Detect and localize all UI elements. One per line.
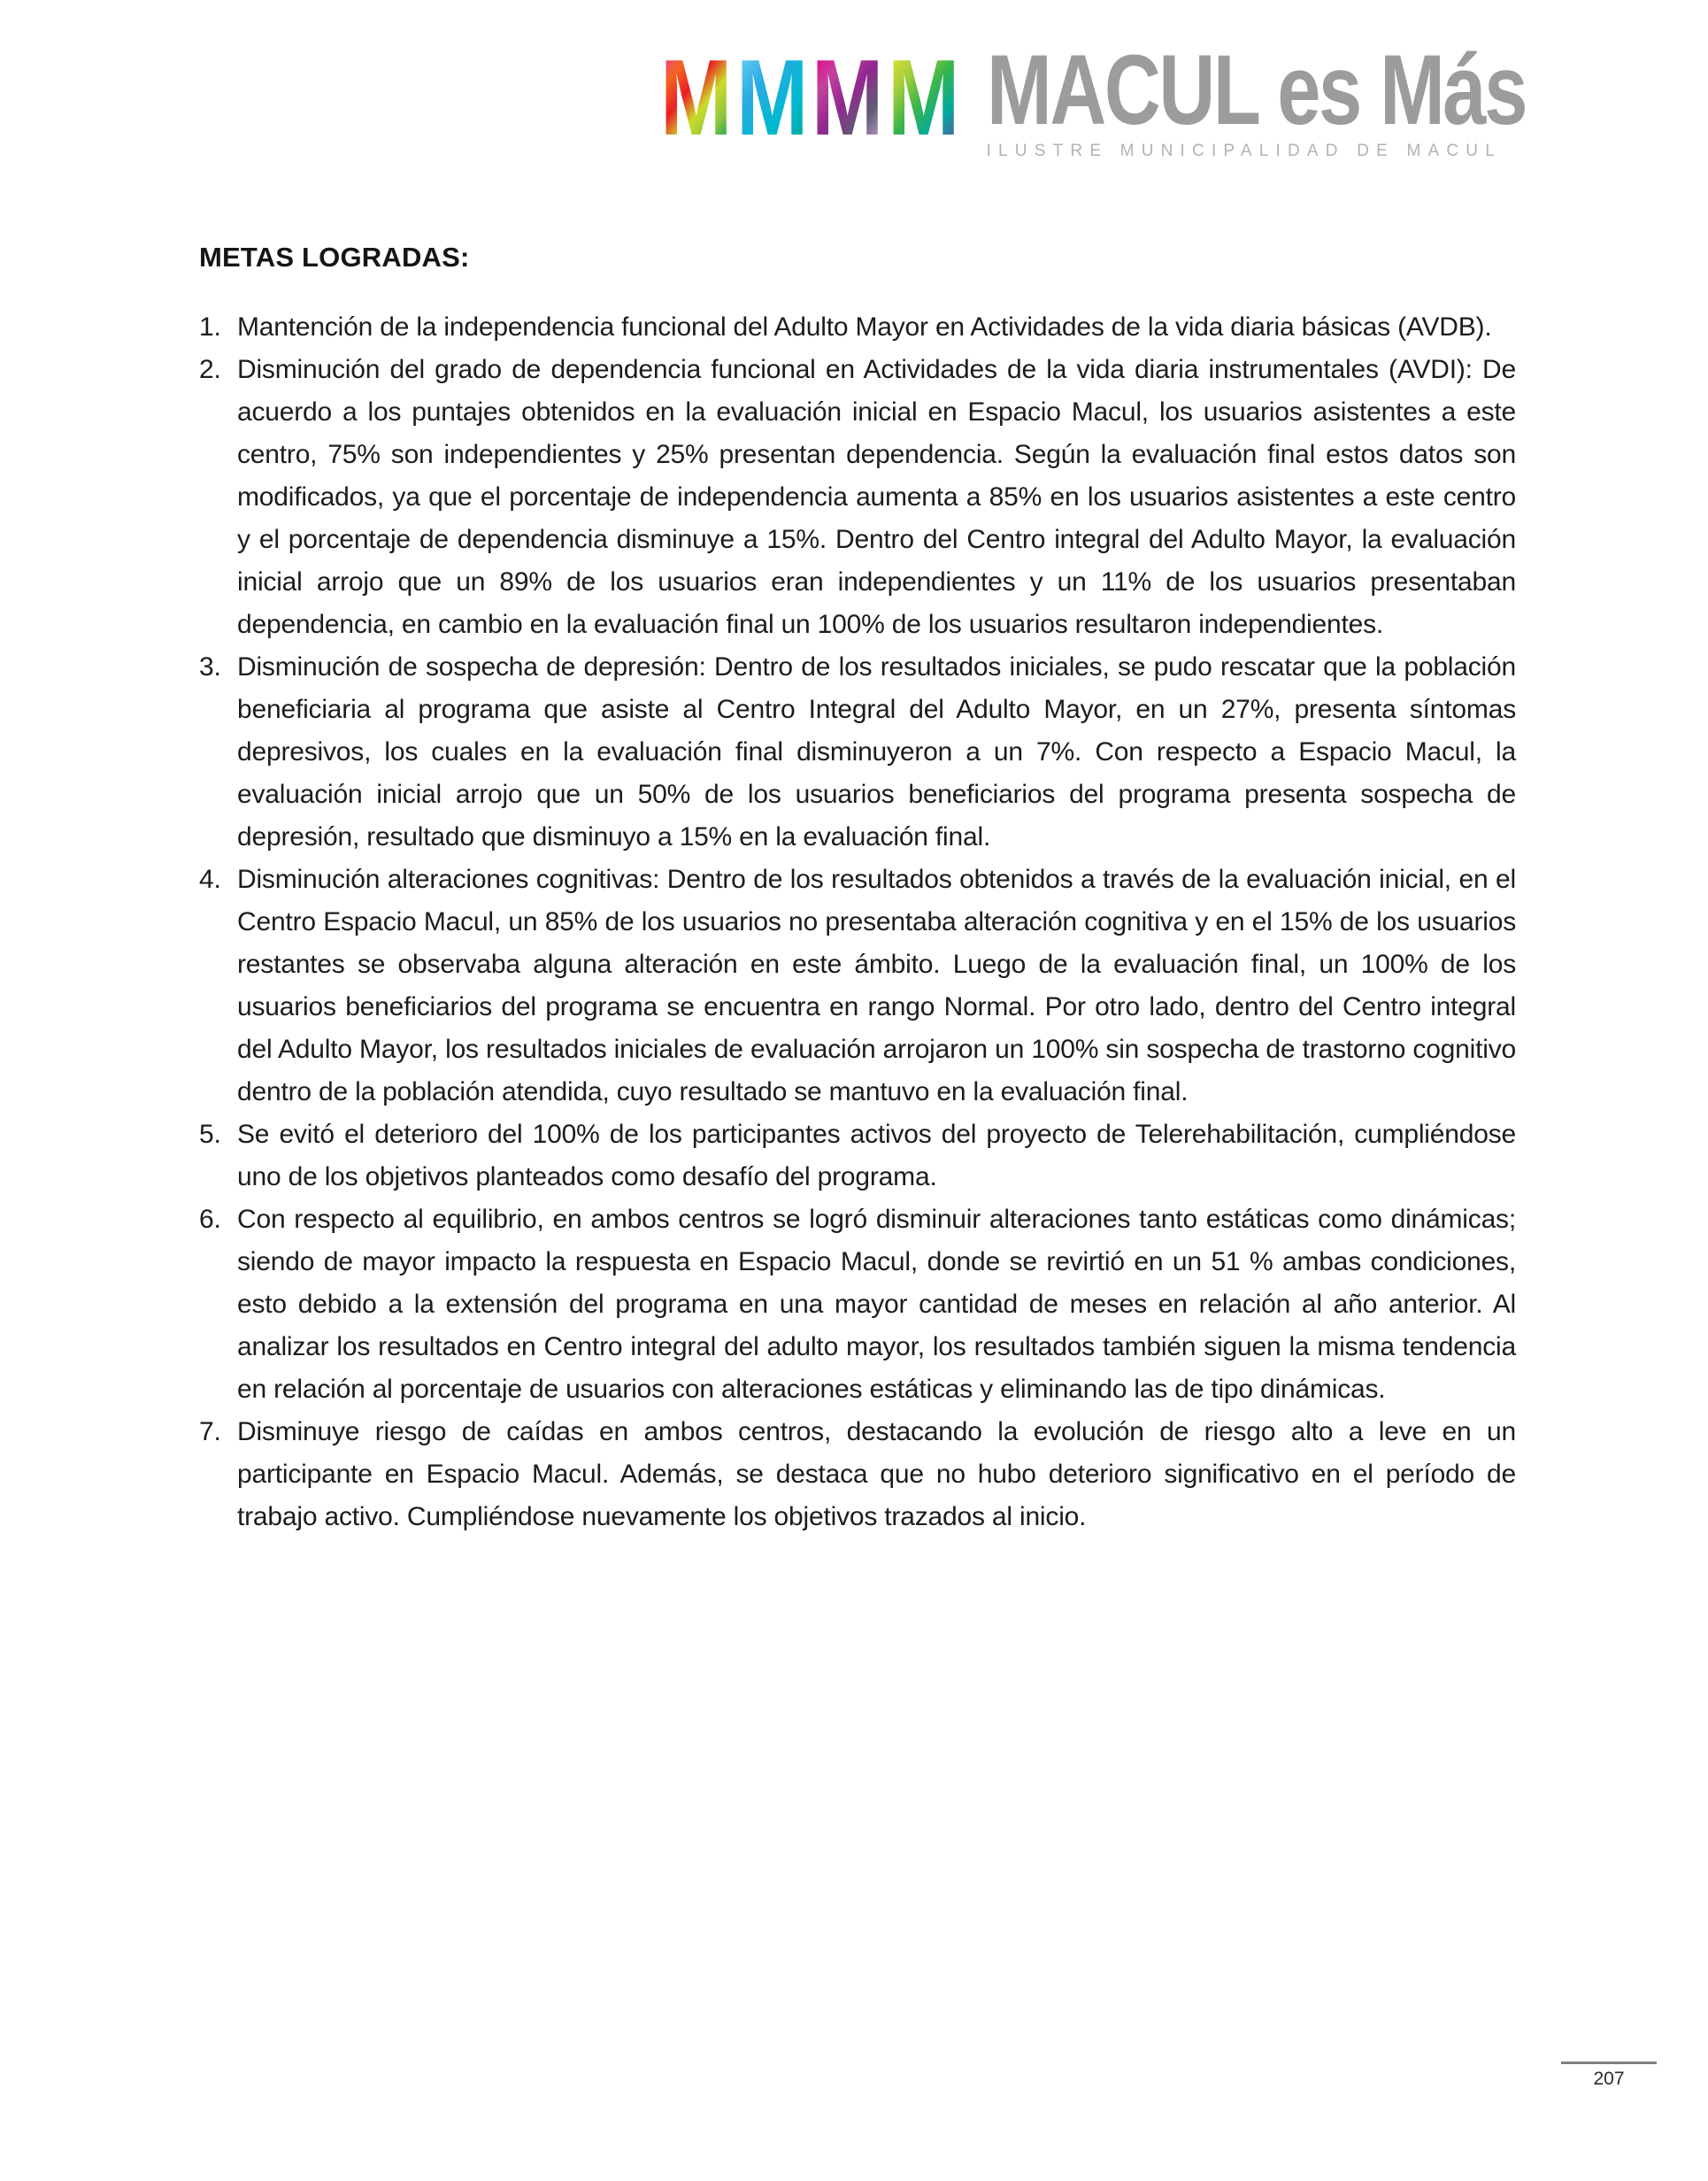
goal-item-6: Con respecto al equilibrio, en ambos centros se logró disminuir alteraciones tanto estáticas como dinámicas; siendo de mayor impacto la respuesta en Espacio Macul, donde se revirtió en un 51 % ambas condiciones, esto debido a la extensión del programa en una mayor cantidad de meses en relación al año anterior. Al analizar los resultados en Centro integral del adulto mayor, los resultados también siguen la misma tendencia en relación al porcentaje de usuarios con alteraciones estáticas y eliminando las de tipo dinámicas. xyxy=(237,1205,1516,1404)
logo-m4-icon: M xyxy=(887,37,960,158)
logo-m3-icon: M xyxy=(812,37,884,158)
logo-m2-icon: M xyxy=(735,37,808,158)
goal-item-5: Se evitó el deterioro del 100% de los participantes activos del proyecto de Telerehabilitación, cumpliéndose uno de los objetivos planteados como desafío del programa. xyxy=(237,1120,1516,1191)
page-number: 207 xyxy=(1593,2069,1625,2089)
footer-divider xyxy=(1561,2062,1657,2064)
goal-item-2: Disminución del grado de dependencia funcional en Actividades de la vida diaria instrumentales (AVDI): De acuerdo a los puntajes obtenidos en la evaluación inicial en Espacio Macul, los usuarios asistentes a este centro, 75% son independientes y 25% presentan dependencia. Según la evaluación final estos datos son modificados, ya que el porcentaje de independencia aumenta a 85% en los usuarios asistentes a este centro y el porcentaje de dependencia disminuye a 15%. Dentro del Centro integral del Adulto Mayor, la evaluación inicial arrojo que un 89% de los usuarios eran independientes y un 11% de los usuarios presentaban dependencia, en cambio en la evaluación final un 100% de los usuarios resultaron independientes. xyxy=(237,355,1516,639)
goal-item-1: Mantención de la independencia funcional del Adulto Mayor en Actividades de la vida diaria básicas (AVDB). xyxy=(237,312,1492,342)
document-body xyxy=(199,241,1516,1538)
brand-title: MACUL es Más xyxy=(986,35,1526,145)
logo-text xyxy=(986,35,1669,161)
page-title: METAS LOGRADAS: xyxy=(199,242,470,273)
goals-list xyxy=(199,306,1516,1538)
logo-mmmm-icon xyxy=(660,37,964,158)
goal-item-4: Disminución alteraciones cognitivas: Dentro de los resultados obtenidos a través de la evaluación inicial, en el Centro Espacio Macul, un 85% de los usuarios no presentaba alteración cognitiva y en el 15% de los usuarios restantes se observaba alguna alteración en este ámbito. Luego de la evaluación final, un 100% de los usuarios beneficiarios del programa se encuentra en rango Normal. Por otro lado, dentro del Centro integral del Adulto Mayor, los resultados iniciales de evaluación arrojaron un 100% sin sospecha de trastorno cognitivo dentro de la población atendida, cuyo resultado se mantuvo en la evaluación final. xyxy=(237,865,1516,1106)
logo-m1-icon: M xyxy=(660,37,733,158)
goal-item-3: Disminución de sospecha de depresión: Dentro de los resultados iniciales, se pudo rescatar que la población beneficiaria al programa que asiste al Centro Integral del Adulto Mayor, en un 27%, presenta síntomas depresivos, los cuales en la evaluación final disminuyeron a un 7%. Con respecto a Espacio Macul, la evaluación inicial arrojo que un 50% de los usuarios beneficiarios del programa presenta sospecha de depresión, resultado que disminuyo a 15% en la evaluación final. xyxy=(237,652,1516,852)
logo xyxy=(660,35,1669,161)
brand-subtitle: ILUSTRE MUNICIPALIDAD DE MACUL xyxy=(986,142,1502,160)
goal-item-7: Disminuye riesgo de caídas en ambos centros, destacando la evolución de riesgo alto a leve en un participante en Espacio Macul. Además, se destaca que no hubo deterioro significativo en el período de trabajo activo. Cumpliéndose nuevamente los objetivos trazados al inicio. xyxy=(237,1417,1516,1531)
